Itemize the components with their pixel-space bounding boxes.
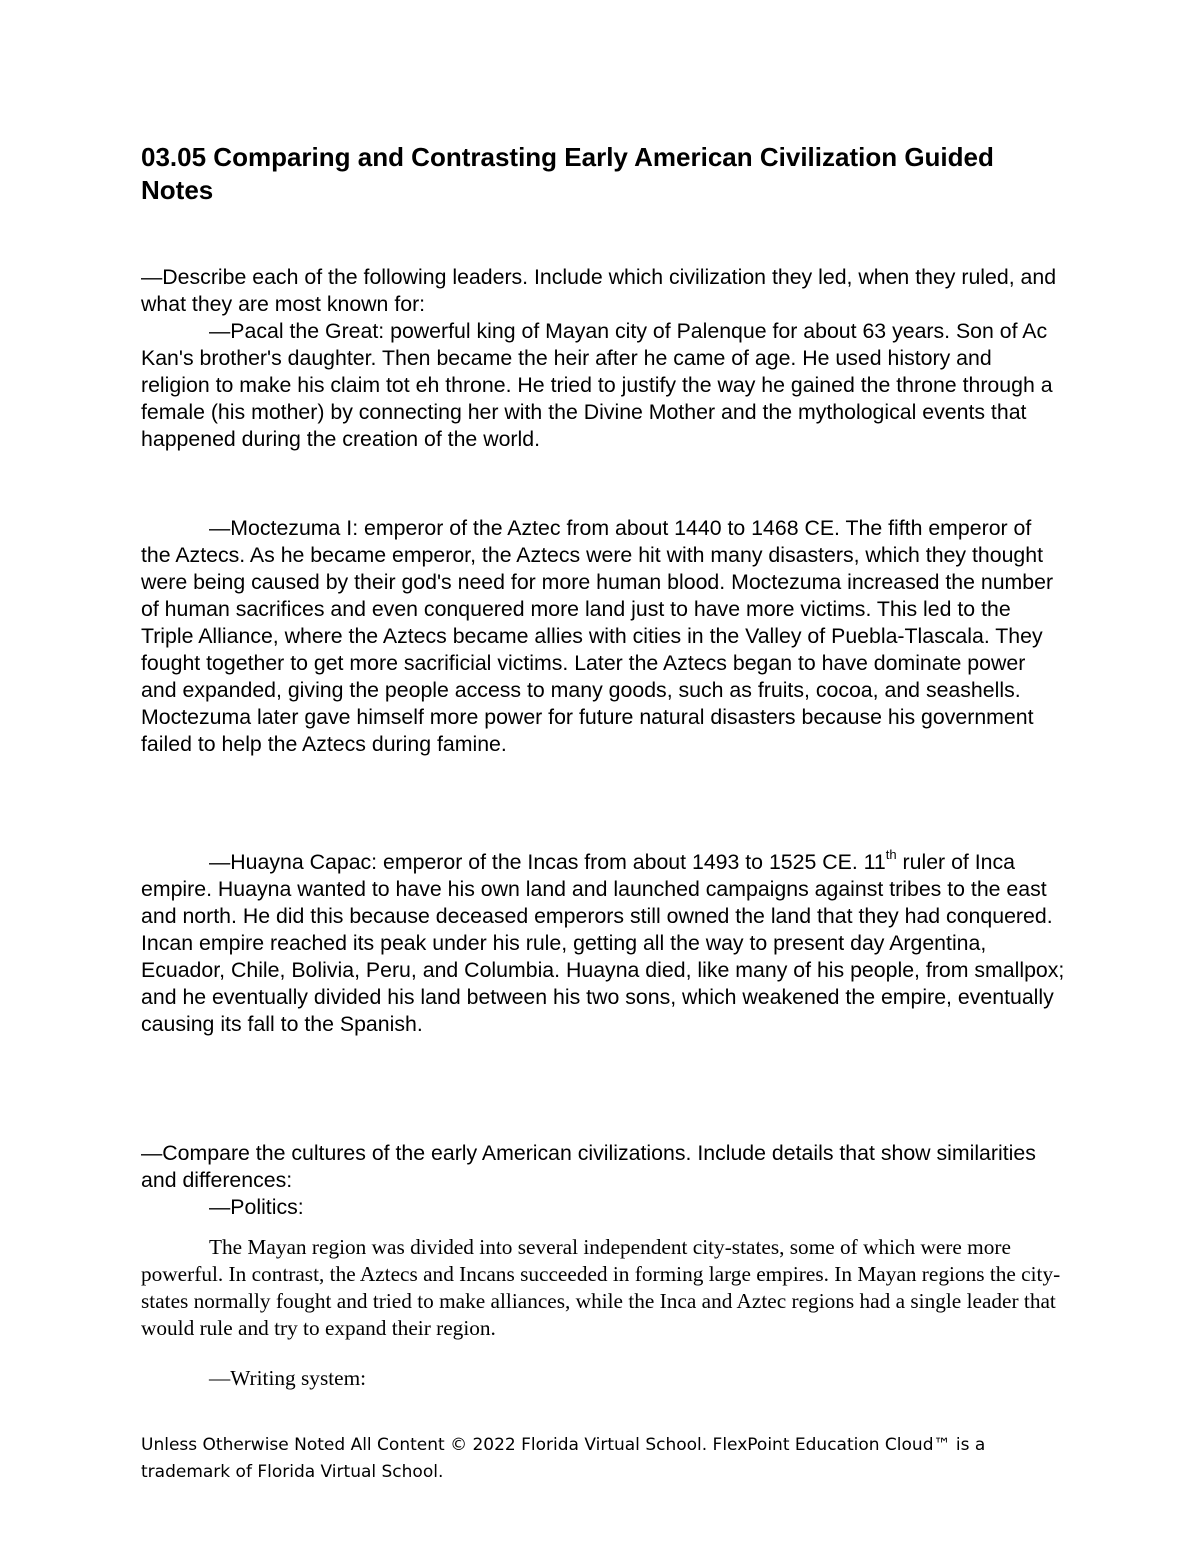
compare-prompt: —Compare the cultures of the early American civilizations. Include details that show similarities and differences: — [141, 1141, 1036, 1192]
copyright-footer: Unless Otherwise Noted All Content © 2022 Florida Virtual School. FlexPoint Education Cloud™ is a trademark of Florida Virtual School. — [141, 1435, 986, 1482]
huayna-entry — [141, 846, 1066, 1038]
moctezuma-entry: —Moctezuma I: emperor of the Aztec from about 1440 to 1468 CE. The fifth emperor of the Aztecs. As he became emperor, the Aztecs were hit with many disasters, which they thought were being caused by their god's need for more human blood. Moctezuma increased the number of human sacrifices and even conquered more land just to have more victims. This led to the Triple Alliance, where the Aztecs became allies with cities in the Valley of Puebla-Tlascala. They fought together to get more sacrificial victims. Later the Aztecs began to have dominate power and expanded, giving the people access to many goods, such as fruits, cocoa, and seashells. Moctezuma later gave himself more power for future natural disasters because his government failed to help the Aztecs during famine. — [141, 516, 1054, 756]
document-title: 03.05 Comparing and Contrasting Early American Civilization Guided Notes — [141, 142, 994, 205]
pacal-entry: —Pacal the Great: powerful king of Mayan city of Palenque for about 63 years. Son of Ac Kan's brother's daughter. Then became the heir after he came of age. He used history and religion to make his claim tot eh throne. He tried to justify the way he gained the throne through a female (his mother) by connecting her with the Divine Mother and the mythological events that happened during the creation of the world. — [141, 319, 1053, 451]
politics-answer: The Mayan region was divided into several independent city-states, some of which were more powerful. In contrast, the Aztecs and Incans succeeded in forming large empires. In Mayan regions the city-states normally fought and tried to make alliances, while the Inca and Aztec regions had a single leader that would rule and try to expand their region. — [141, 1235, 1061, 1340]
leaders-prompt: —Describe each of the following leaders. Include which civilization they led, when they ruled, and what they are most known for: — [141, 265, 1057, 316]
politics-label: —Politics: — [209, 1195, 304, 1219]
ordinal-suffix: th — [885, 846, 897, 862]
huayna-text-start: —Huayna Capac: emperor of the Incas from about 1493 to 1525 CE. 11 — [209, 850, 886, 874]
huayna-text-rest: ruler of Inca empire. Huayna wanted to have his own land and launched campaigns against tribes to the east and north. He did this because deceased emperors still owned the land that they had conquered. Incan empire reached its peak under his rule, getting all the way to present day Argentina, Ecuador, Chile, Bolivia, Peru, and Columbia. Huayna died, like many of his people, from smallpox; and he eventually divided his land between his two sons, which weakened the empire, eventually causing its fall to the Spanish. — [141, 850, 1065, 1036]
writing-system-label: —Writing system: — [209, 1366, 367, 1390]
